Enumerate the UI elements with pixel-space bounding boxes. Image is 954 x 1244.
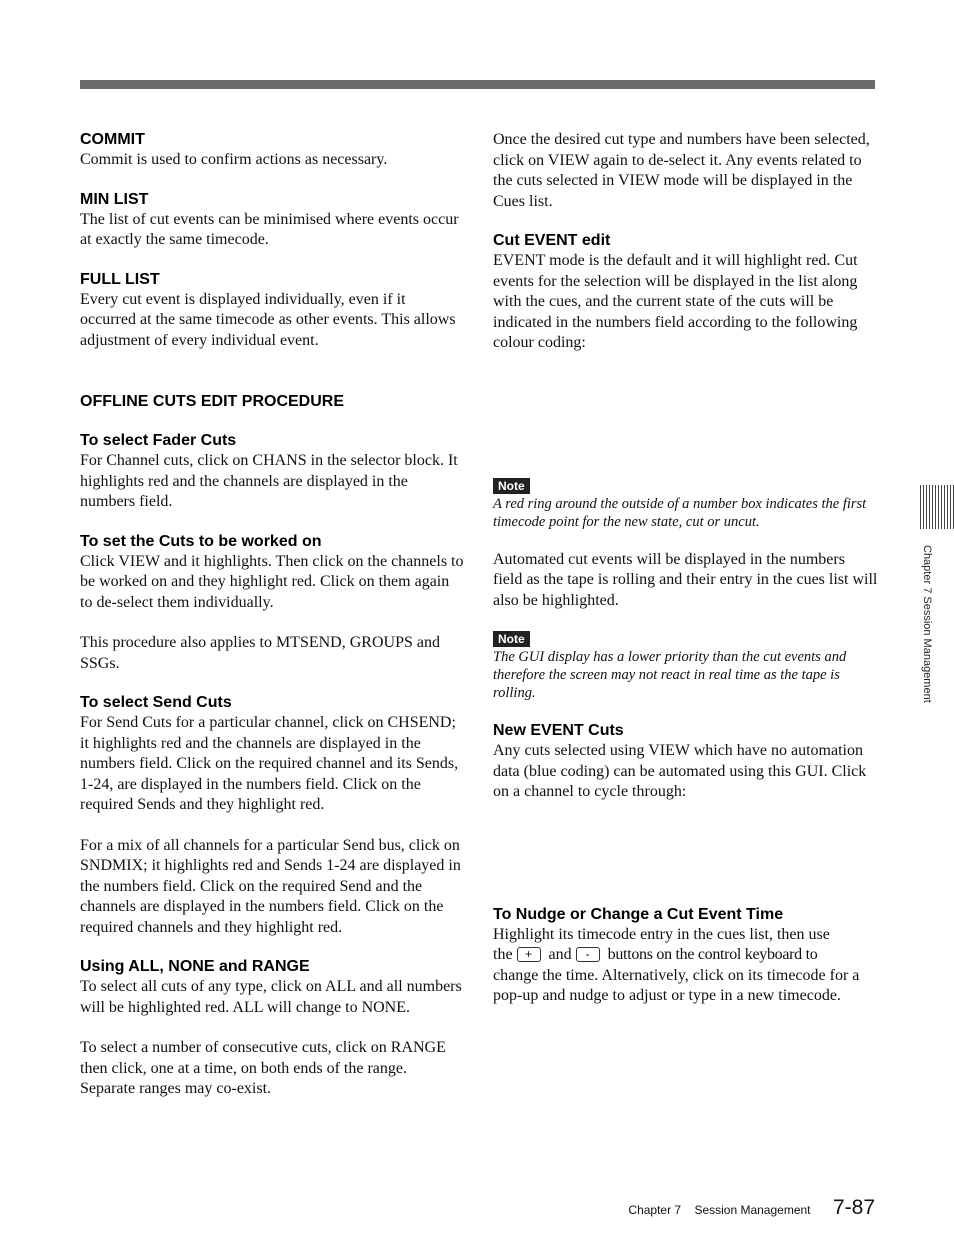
min-list-body: The list of cut events can be minimised where events occur at exactly the same timecode. — [80, 210, 459, 248]
procedure-heading: OFFLINE CUTS EDIT PROCEDURE — [80, 393, 345, 410]
event-edit-section — [493, 231, 878, 354]
set-cuts-heading: To set the Cuts to be worked on — [80, 532, 322, 550]
fader-section — [80, 431, 465, 513]
fader-heading: To select Fader Cuts — [80, 432, 237, 449]
nudge-section — [493, 905, 878, 1007]
min-list-section — [80, 190, 465, 251]
send-body-2: For a mix of all channels for a particular Send bus, click on SNDMIX; it highlights red and Sends 1-24 are displayed in the numbers field. Click on the required Send and the channels are displayed in the numbers field. Click on the required channels and they highlight red. — [80, 836, 461, 936]
note-badge: Note — [493, 631, 530, 647]
full-list-body: Every cut event is displayed individually, even if it occurred at the same timecode as other events. This allows adjustment of every individual event. — [80, 290, 456, 349]
fader-body: For Channel cuts, click on CHANS in the selector block. It highlights red and the channels are displayed in the numbers field. — [80, 452, 458, 510]
commit-body: Commit is used to confirm actions as necessary. — [80, 151, 388, 168]
plus-key-icon: + — [517, 947, 541, 962]
automated-section — [493, 550, 878, 612]
new-event-section — [493, 721, 878, 803]
new-event-body: Any cuts selected using VIEW which have no automation data (blue coding) can be automated using this GUI. Click on a channel to cycle through: — [493, 742, 867, 800]
chapter-tab-label: Chapter 7 Session Management — [921, 545, 933, 703]
all-none-body-2: To select a number of consecutive cuts, click on RANGE then click, one at a time, on both ends of the range. Separate ranges may co-exist. — [80, 1039, 446, 1097]
event-edit-body: EVENT mode is the default and it will highlight red. Cut events for the selection will be displayed in the list along with the cues, and the current state of the cuts will be indicated in the numbers field according to the following colour coding: — [493, 252, 858, 351]
note-1 — [493, 477, 878, 531]
all-none-heading: Using ALL, NONE and RANGE — [80, 958, 310, 975]
nudge-buttons-text: buttons on the control keyboard to — [607, 946, 818, 963]
all-none-section — [80, 957, 465, 1100]
chapter-tab — [919, 545, 935, 725]
set-cuts-body-2: This procedure also applies to MTSEND, GROUPS and SSGs. — [80, 634, 440, 672]
page-number: 7-87 — [832, 1196, 875, 1219]
procedure-section — [80, 392, 465, 412]
note-2-text: The GUI display has a lower priority than the cut events and therefore the screen may not react in real time as the tape is rolling. — [493, 649, 847, 701]
left-column — [80, 130, 465, 1119]
nudge-heading: To Nudge or Change a Cut Event Time — [493, 905, 784, 923]
nudge-rest: change the time. Alternatively, click on its timecode for a pop-up and nudge to adjust or type in a new timecode. — [493, 966, 860, 1004]
header-rule — [80, 80, 875, 89]
note-badge: Note — [493, 478, 530, 494]
intro-section — [493, 130, 878, 212]
set-cuts-section — [80, 532, 465, 675]
page-footer — [628, 1196, 875, 1220]
nudge-the: the — [493, 946, 513, 963]
all-none-body: To select all cuts of any type, click on ALL and all numbers will be highlighted red. ALL will change to NONE. — [80, 978, 462, 1016]
commit-heading: COMMIT — [80, 131, 145, 148]
full-list-section — [80, 270, 465, 352]
automated-body: Automated cut events will be displayed in the numbers field as the tape is rolling and their entry in the cues list will also be highlighted. — [493, 550, 878, 609]
footer-chapter-label: Chapter 7 Session Management — [628, 1203, 811, 1217]
note-2 — [493, 630, 878, 702]
full-list-heading: FULL LIST — [80, 270, 160, 288]
nudge-and: and — [548, 946, 572, 963]
event-edit-heading: Cut EVENT edit — [493, 232, 611, 249]
min-list-heading: MIN LIST — [80, 190, 149, 208]
new-event-heading: New EVENT Cuts — [493, 722, 624, 739]
nudge-line-1: Highlight its timecode entry in the cues list, then use — [493, 925, 830, 943]
send-heading: To select Send Cuts — [80, 694, 232, 711]
intro-body: Once the desired cut type and numbers have been selected, click on VIEW again to de-select it. Any events related to the cuts selected in VIEW mode will be displayed in the Cues list. — [493, 131, 870, 210]
nudge-line-2 — [493, 945, 878, 966]
send-body: For Send Cuts for a particular channel, click on CHSEND; it highlights red and the channels are displayed in the numbers field. Click on the required channel and its Sends, 1-24, are displayed in the numbers field. Click on the required Sends and they highlight red. — [80, 714, 459, 813]
chapter-tab-hatch — [920, 485, 954, 529]
right-column — [493, 130, 878, 1026]
set-cuts-body: Click VIEW and it highlights. Then click on the channels to be worked on and they highlight red. Click on them again to de-select them individually. — [80, 552, 464, 611]
send-section — [80, 693, 465, 938]
commit-section — [80, 130, 465, 171]
note-1-text: A red ring around the outside of a number box indicates the first timecode point for the new state, cut or uncut. — [493, 495, 867, 530]
minus-key-icon: - — [576, 947, 600, 962]
